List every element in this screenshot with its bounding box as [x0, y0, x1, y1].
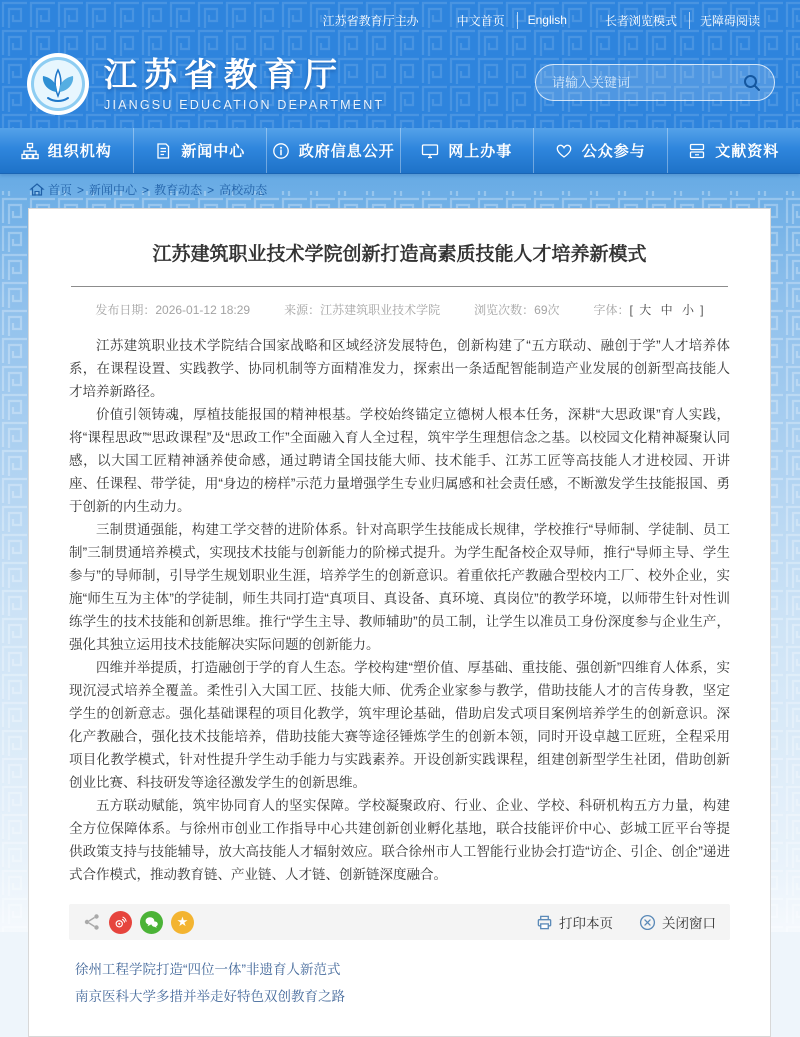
article-paragraph: 五方联动赋能，筑牢协同育人的坚实保障。学校凝聚政府、行业、企业、学校、科研机构五方力量，构建全方位保障体系。与徐州市创业工作指导中心共建创新创业孵化基地，联合技能评价中心、彭城工匠平台等提供政策支持与技能辅导，放大高技能人才辐射效应。联合徐州市人工智能行业协会打造“访企、引企、创企”递进式合作模式，推动教育链、产业链、人才链、创新链深度融合。 — [69, 794, 730, 886]
nav-label: 公众参与 — [582, 140, 646, 161]
breadcrumb-home[interactable]: 首页 — [48, 181, 72, 198]
close-window-button[interactable] — [639, 912, 716, 932]
article-body — [69, 334, 730, 886]
nav-item-news-center[interactable] — [133, 128, 267, 173]
topbar-link-host[interactable]: 江苏省教育厅主办 — [313, 12, 429, 29]
topbar-link-elder-mode[interactable]: 长者浏览模式 — [595, 12, 690, 29]
related-link[interactable]: 南京医科大学多措并举走好特色双创教育之路 — [75, 983, 730, 1010]
related-link[interactable]: 徐州工程学院打造“四位一体”非遗育人新范式 — [75, 956, 730, 983]
department-logo-icon — [26, 52, 90, 116]
article-title: 江苏建筑职业技术学院创新打造高素质技能人才培养新模式 — [69, 241, 730, 269]
views-value: 69次 — [534, 301, 559, 318]
weibo-share-button[interactable] — [109, 911, 132, 934]
article-paragraph: 江苏建筑职业技术学院结合国家战略和区域经济发展特色，创新构建了“五方联动、融创于学”人才培养体系，在课程设置、实践教学、协同机制等方面精准发力，探索出一条适配智能制造产业发展的创新型高技能人才培养新路径。 — [69, 334, 730, 403]
share-icon[interactable] — [83, 913, 101, 931]
font-size-large-button[interactable]: 大 — [639, 303, 651, 317]
share-bar — [69, 904, 730, 940]
search-button[interactable] — [742, 73, 762, 93]
favorite-share-button[interactable] — [171, 911, 194, 934]
search-box — [535, 64, 775, 101]
site-title: 江苏省教育厅 — [104, 56, 384, 94]
nav-item-government-info[interactable] — [266, 128, 400, 173]
main-navigation — [0, 128, 800, 174]
source-label: 来源： — [284, 301, 320, 318]
nav-label: 文献资料 — [715, 140, 779, 161]
article-paragraph: 四维并举提质，打造融创于学的育人生态。学校构建“塑价值、厚基础、重技能、强创新”四维育人体系，实现沉浸式培养全覆盖。柔性引入大国工匠、技能大师、优秀企业家参与教学，借助技能人才的言传身教，坚定学生的创新意志。强化基础课程的项目化教学，筑牢理论基础，借助启发式项目案例培养学生的创新意识。深化产教融合，强化技术技能培养，借助技能大赛等途径锤炼学生的创新本领，同时开设卓越工匠班，全程采用项目化教学模式，针对性提升学生动手能力与实践素养。开设创新实践课程，组建创新型学生社团，借助创新创业比赛、科技研发等途径激发学生的创新思维。 — [69, 656, 730, 794]
nav-label: 组织机构 — [48, 140, 112, 161]
topbar-link-chinese-home[interactable]: 中文首页 — [447, 12, 518, 29]
source-value: 江苏建筑职业技术学院 — [320, 301, 440, 318]
breadcrumb-university-news[interactable]: 高校动态 — [219, 181, 267, 198]
close-icon — [639, 914, 656, 931]
breadcrumb — [0, 174, 800, 204]
nav-item-public-participation[interactable] — [533, 128, 667, 173]
star-icon: ★ — [177, 914, 189, 930]
article-paragraph: 三制贯通强能，构建工学交替的进阶体系。针对高职学生技能成长规律，学校推行“导师制、学徒制、员工制”三制贯通培养模式，实现技术技能与创新能力的阶梯式提升。为学生配备校企双导师，推行“导师主导、学生参与”的导师制，引导学生规划职业生涯，培养学生的创新意识。着重依托产教融合型校内工厂、校外企业，实施“师生互为主体”的学徒制，师生共同打造“真项目、真设备、真环境、真岗位”的教学环境，以师带生针对性训练学生的技术技能和创新思维。推行“学生主导、教师辅助”的员工制，让学生以准员工身份深度参与企业生产，强化其独立运用技术技能解决实际问题的创新能力。 — [69, 518, 730, 656]
wechat-share-button[interactable] — [140, 911, 163, 934]
news-icon — [154, 142, 172, 160]
wechat-icon — [144, 915, 159, 930]
print-page-label: 打印本页 — [559, 912, 613, 932]
heart-icon — [555, 142, 573, 160]
font-size-medium-button[interactable]: 中 — [661, 303, 673, 317]
nav-label: 新闻中心 — [181, 140, 245, 161]
publish-date-label: 发布日期： — [95, 301, 155, 318]
close-window-label: 关闭窗口 — [662, 912, 716, 932]
topbar — [0, 0, 800, 40]
breadcrumb-separator: > — [207, 183, 214, 197]
home-icon — [30, 183, 44, 196]
breadcrumb-separator: > — [77, 183, 84, 197]
views-label: 浏览次数： — [474, 301, 534, 318]
nav-label: 政府信息公开 — [299, 140, 395, 161]
info-icon — [272, 142, 290, 160]
article-card — [28, 208, 771, 1037]
font-size-small-button[interactable]: 小 — [682, 303, 694, 317]
font-bracket-open: [ — [630, 303, 633, 317]
site-title-english: JIANGSU EDUCATION DEPARTMENT — [104, 98, 384, 112]
article-paragraph: 价值引领铸魂，厚植技能报国的精神根基。学校始终锚定立德树人根本任务，深耕“大思政课”育人实践，将“课程思政”“思政课程”及“思政工作”全面融入育人全过程，筑牢学生理想信念之基。以校园文化精神凝聚认同感，以大国工匠精神涵养使命感，通过聘请全国技能大师、技术能手、江苏工匠等高技能人才进校园、开讲座、任课程、带学徒，用“身边的榜样”示范力量增强学生专业归属感和社会责任感，不断激发学生技能报国、勇于创新的内生动力。 — [69, 403, 730, 518]
related-articles — [69, 956, 730, 1010]
sitemap-icon — [21, 142, 39, 160]
breadcrumb-education-news[interactable]: 教育动态 — [154, 181, 202, 198]
search-icon — [742, 73, 762, 93]
monitor-icon — [421, 142, 439, 160]
breadcrumb-separator: > — [142, 183, 149, 197]
font-size-label: 字体： — [594, 301, 630, 318]
printer-icon — [536, 914, 553, 931]
topbar-link-english[interactable]: English — [518, 13, 577, 27]
font-bracket-close: ] — [700, 303, 703, 317]
archive-icon — [688, 142, 706, 160]
article-meta — [69, 301, 730, 318]
nav-label: 网上办事 — [448, 140, 512, 161]
nav-item-documents[interactable] — [667, 128, 800, 173]
weibo-icon — [113, 915, 128, 930]
nav-item-organization[interactable] — [0, 128, 133, 173]
title-divider — [71, 286, 728, 287]
print-page-button[interactable] — [536, 912, 613, 932]
topbar-link-accessibility[interactable]: 无障碍阅读 — [690, 12, 770, 29]
publish-date-value: 2026-01-12 18:29 — [155, 303, 250, 317]
search-input[interactable] — [552, 75, 742, 90]
nav-item-online-services[interactable] — [400, 128, 534, 173]
breadcrumb-news-center[interactable]: 新闻中心 — [89, 181, 137, 198]
